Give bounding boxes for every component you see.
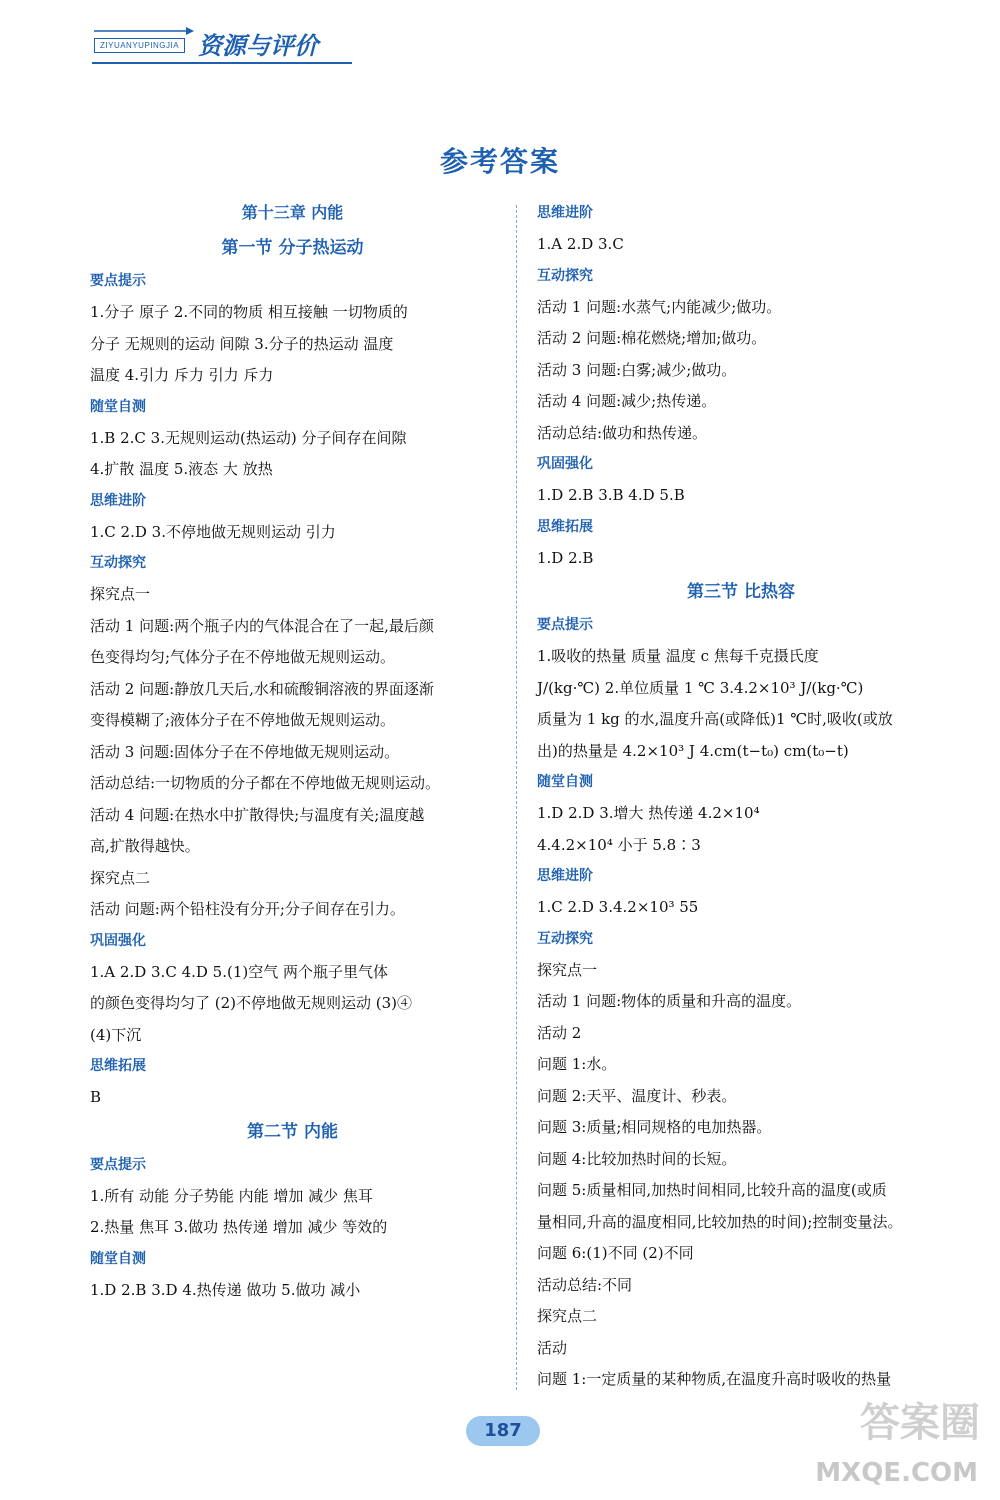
answer-line: B bbox=[90, 1088, 102, 1106]
answer-line: 1.C 2.D 3.不停地做无规则运动 引力 bbox=[90, 522, 336, 541]
subsection-label: 思维进阶 bbox=[537, 868, 593, 884]
answer-line: 1.C 2.D 3.4.2×10³ 55 bbox=[537, 898, 699, 916]
subsection-label: 互动探究 bbox=[537, 930, 593, 947]
page-title: 参考答案 bbox=[439, 145, 560, 178]
answer-line: 1.A 2.D 3.C bbox=[537, 235, 624, 253]
subsection-label: 互动探究 bbox=[537, 267, 593, 284]
answer-line: 分子 无规则的运动 间隙 3.分子的热运动 温度 bbox=[90, 334, 394, 353]
answer-line: 活动 bbox=[537, 1338, 568, 1357]
section-heading: 第二节 内能 bbox=[247, 1121, 338, 1142]
answer-line: 2.热量 焦耳 3.做功 热传递 增加 减少 等效的 bbox=[90, 1218, 388, 1236]
answer-line: 活动总结:做功和热传递。 bbox=[537, 423, 708, 442]
section-heading: 第三节 比热容 bbox=[687, 582, 795, 602]
answer-line: 问题 3:质量;相同规格的电加热器。 bbox=[537, 1118, 772, 1136]
page-number: 187 bbox=[466, 1416, 540, 1446]
chapter-heading: 第十三章 内能 bbox=[241, 203, 344, 222]
subsection-label: 思维进阶 bbox=[90, 492, 146, 509]
answer-line: 1.所有 动能 分子势能 内能 增加 减少 焦耳 bbox=[90, 1186, 373, 1205]
answer-line: 出)的热量是 4.2×10³ J 4.cm(t−t₀) cm(t₀−t) bbox=[537, 741, 849, 760]
answer-line: 探究点二 bbox=[537, 1307, 598, 1325]
subsection-label: 要点提示 bbox=[90, 1156, 146, 1173]
answer-line: 高,扩散得越快。 bbox=[90, 837, 200, 855]
subsection-label: 思维拓展 bbox=[537, 518, 593, 535]
answer-line: 4.4.2×10⁴ 小于 5.8∶3 bbox=[537, 835, 701, 854]
subsection-label: 巩固强化 bbox=[90, 932, 146, 949]
answer-line: 质量为 1 kg 的水,温度升高(或降低)1 ℃时,吸收(或放 bbox=[537, 710, 893, 728]
answer-line: 4.扩散 温度 5.液态 大 放热 bbox=[90, 460, 273, 478]
subsection-label: 要点提示 bbox=[90, 273, 146, 289]
watermark-url: MXQE.COM bbox=[815, 1458, 978, 1488]
answer-line: 活动 2 问题:棉花燃烧;增加;做功。 bbox=[537, 329, 767, 347]
answer-line: 活动 1 问题:物体的质量和升高的温度。 bbox=[537, 992, 802, 1010]
answer-line: J/(kg·℃) 2.单位质量 1 ℃ 3.4.2×10³ J/(kg·℃) bbox=[537, 678, 864, 697]
answer-line: 1.D 2.B 3.D 4.热传递 做功 5.做功 减小 bbox=[90, 1280, 361, 1299]
answer-line: 1.D 2.B 3.B 4.D 5.B bbox=[537, 486, 685, 504]
answer-line: (4)下沉 bbox=[90, 1025, 142, 1044]
subsection-label: 巩固强化 bbox=[537, 456, 593, 472]
answer-line: 活动 4 问题:减少;热传递。 bbox=[537, 392, 717, 410]
answer-line: 问题 4:比较加热时间的长短。 bbox=[537, 1149, 737, 1168]
answer-line: 问题 1:一定质量的某种物质,在温度升高时吸收的热量 bbox=[537, 1370, 892, 1388]
answer-line: 探究点二 bbox=[90, 868, 151, 887]
answer-line: 活动 3 问题:白雾;减少;做功。 bbox=[537, 360, 737, 379]
arrow-icon bbox=[94, 27, 194, 35]
answer-line: 问题 1:水。 bbox=[537, 1055, 617, 1073]
answer-line: 色变得均匀;气体分子在不停地做无规则运动。 bbox=[90, 648, 396, 666]
subsection-label: 思维进阶 bbox=[537, 205, 593, 221]
answer-line: 活动 1 问题:两个瓶子内的气体混合在了一起,最后颜 bbox=[90, 616, 434, 635]
answer-line: 变得模糊了;液体分子在不停地做无规则运动。 bbox=[90, 711, 396, 729]
header-logo bbox=[92, 24, 352, 64]
answer-line: 1.D 2.B bbox=[537, 548, 594, 567]
answer-line: 1.分子 原子 2.不同的物质 相互接触 一切物质的 bbox=[90, 303, 408, 321]
answer-line: 探究点一 bbox=[90, 585, 151, 603]
header-underline bbox=[92, 62, 352, 64]
answer-line: 活动总结:一切物质的分子都在不停地做无规则运动。 bbox=[90, 774, 441, 792]
header-brand: 资源与评价 bbox=[198, 32, 318, 60]
answer-line: 探究点一 bbox=[537, 960, 598, 979]
watermark-logo: 答案圈 bbox=[860, 1400, 980, 1446]
header-pinyin: ZIYUANYUPINGJIA bbox=[94, 38, 185, 53]
answer-line: 活动 2 bbox=[537, 1023, 582, 1042]
answer-line: 量相同,升高的温度相同,比较加热的时间);控制变量法。 bbox=[537, 1212, 903, 1231]
right-column bbox=[537, 198, 945, 1396]
answer-line: 活动 问题:两个铅柱没有分开;分子间存在引力。 bbox=[90, 900, 405, 918]
subsection-label: 随堂自测 bbox=[90, 1250, 146, 1267]
answer-line: 温度 4.引力 斥力 引力 斥力 bbox=[90, 366, 274, 384]
answer-line: 活动 3 问题:固体分子在不停地做无规则运动。 bbox=[90, 742, 400, 761]
answer-line: 活动 2 问题:静放几天后,水和硫酸铜溶液的界面逐渐 bbox=[90, 679, 434, 698]
answer-line: 1.吸收的热量 质量 温度 c 焦每千克摄氏度 bbox=[537, 647, 819, 665]
subsection-label: 思维拓展 bbox=[90, 1058, 146, 1074]
answer-line: 问题 5:质量相同,加热时间相同,比较升高的温度(或质 bbox=[537, 1181, 887, 1199]
subsection-label: 随堂自测 bbox=[537, 774, 593, 790]
answer-line: 问题 6:(1)不同 (2)不同 bbox=[537, 1244, 694, 1262]
answer-line: 活动 1 问题:水蒸气;内能减少;做功。 bbox=[537, 297, 782, 316]
left-column bbox=[90, 195, 495, 1306]
subsection-label: 互动探究 bbox=[90, 555, 146, 571]
subsection-label: 要点提示 bbox=[537, 617, 593, 633]
subsection-label: 随堂自测 bbox=[90, 398, 146, 415]
answer-line: 活动总结:不同 bbox=[537, 1275, 633, 1294]
answer-line: 的颜色变得均匀了 (2)不停地做无规则运动 (3)④ bbox=[90, 994, 413, 1012]
column-divider bbox=[516, 205, 517, 1390]
answer-line: 1.D 2.D 3.增大 热传递 4.2×10⁴ bbox=[537, 804, 760, 822]
section-heading: 第一节 分子热运动 bbox=[221, 238, 364, 258]
answer-line: 1.B 2.C 3.无规则运动(热运动) 分子间存在间隙 bbox=[90, 428, 407, 447]
answer-line: 活动 4 问题:在热水中扩散得快;与温度有关;温度越 bbox=[90, 805, 425, 824]
answer-line: 1.A 2.D 3.C 4.D 5.(1)空气 两个瓶子里气体 bbox=[90, 962, 389, 981]
answer-line: 问题 2:天平、温度计、秒表。 bbox=[537, 1086, 737, 1105]
